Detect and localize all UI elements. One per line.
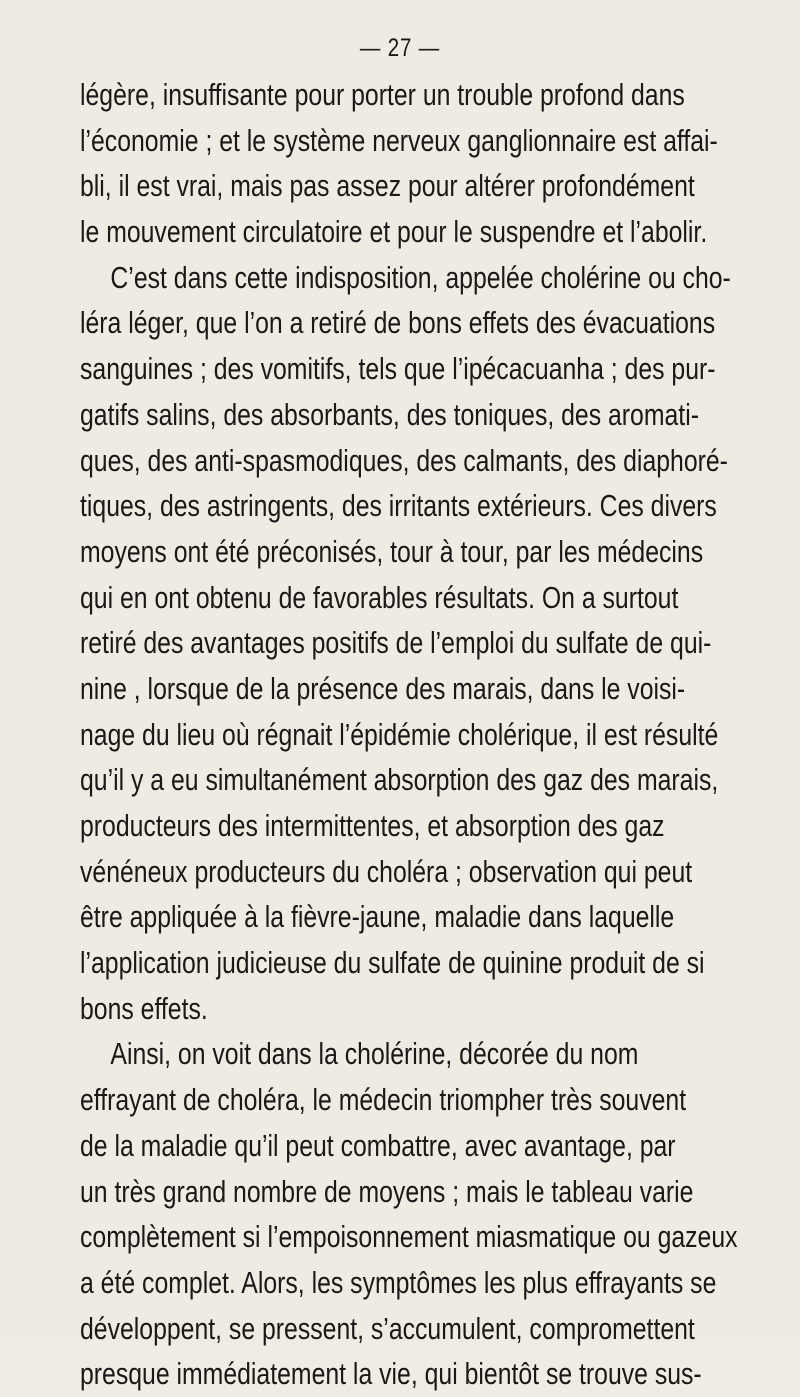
text-line-8: gatifs salins, des absorbants, des toniques, des aromati- [80,396,699,432]
text-line-26: complètement si l’empoisonnement miasmatique ou gazeux [80,1219,738,1255]
text-line-27: a été complet. Alors, les symptômes les plus effrayants se [80,1264,717,1300]
text-line-20: l’application judicieuse du sulfate de quinine produit de si [80,945,705,981]
text-line-14: nine , lorsque de la présence des marais, dans le voisi- [80,670,686,706]
text-line-10: tiques, des astringents, des irritants extérieurs. Ces divers [80,488,717,524]
text-line-22: Ainsi, on voit dans la cholérine, décorée du nom [110,1036,639,1072]
text-line-16: qu’il y a eu simultanément absorption des gaz des marais, [80,762,719,798]
text-line-6: léra léger, que l’on a retiré de bons effets des évacuations [80,305,716,341]
body-text [80,72,766,1397]
text-line-29: presque immédiatement la vie, qui bientôt se trouve sus- [80,1356,702,1392]
text-line-11: moyens ont été préconisés, tour à tour, par les médecins [80,533,704,569]
text-line-13: retiré des avantages positifs de l’emploi du sulfate de qui- [80,625,712,661]
text-line-9: ques, des anti-spasmodiques, des calmants, des diaphoré- [80,442,728,478]
text-line-3: bli, il est vrai, mais pas assez pour altérer profondément [80,168,695,204]
text-line-21: bons effets. [80,990,208,1026]
text-line-25: un très grand nombre de moyens ; mais le tableau varie [80,1173,694,1209]
text-line-28: développent, se pressent, s’accumulent, compromettent [80,1310,695,1346]
text-line-19: être appliquée à la fièvre-jaune, maladie dans laquelle [80,899,675,935]
text-line-12: qui en ont obtenu de favorables résultats. On a surtout [80,579,679,615]
text-line-1: légère, insuffisante pour porter un trouble profond dans [80,77,685,112]
text-line-5: C’est dans cette indisposition, appelée cholérine ou cho- [110,259,731,295]
text-line-17: producteurs des intermittentes, et absorption des gaz [80,808,665,843]
text-line-4: le mouvement circulatoire et pour le suspendre et l’abolir. [80,214,708,250]
text-line-24: de la maladie qu’il peut combattre, avec avantage, par [80,1127,676,1163]
text-line-23: effrayant de choléra, le médecin triompher très souvent [80,1082,687,1118]
text-line-15: nage du lieu où régnait l’épidémie cholérique, il est résulté [80,716,719,752]
page-number: — 27 — [359,34,441,62]
text-line-18: vénéneux producteurs du choléra ; observation qui peut [80,853,693,889]
text-line-2: l’économie ; et le système nerveux ganglionnaire est affai- [80,122,718,158]
text-line-7: sanguines ; des vomitifs, tels que l’ipécacuanha ; des pur- [80,351,716,387]
